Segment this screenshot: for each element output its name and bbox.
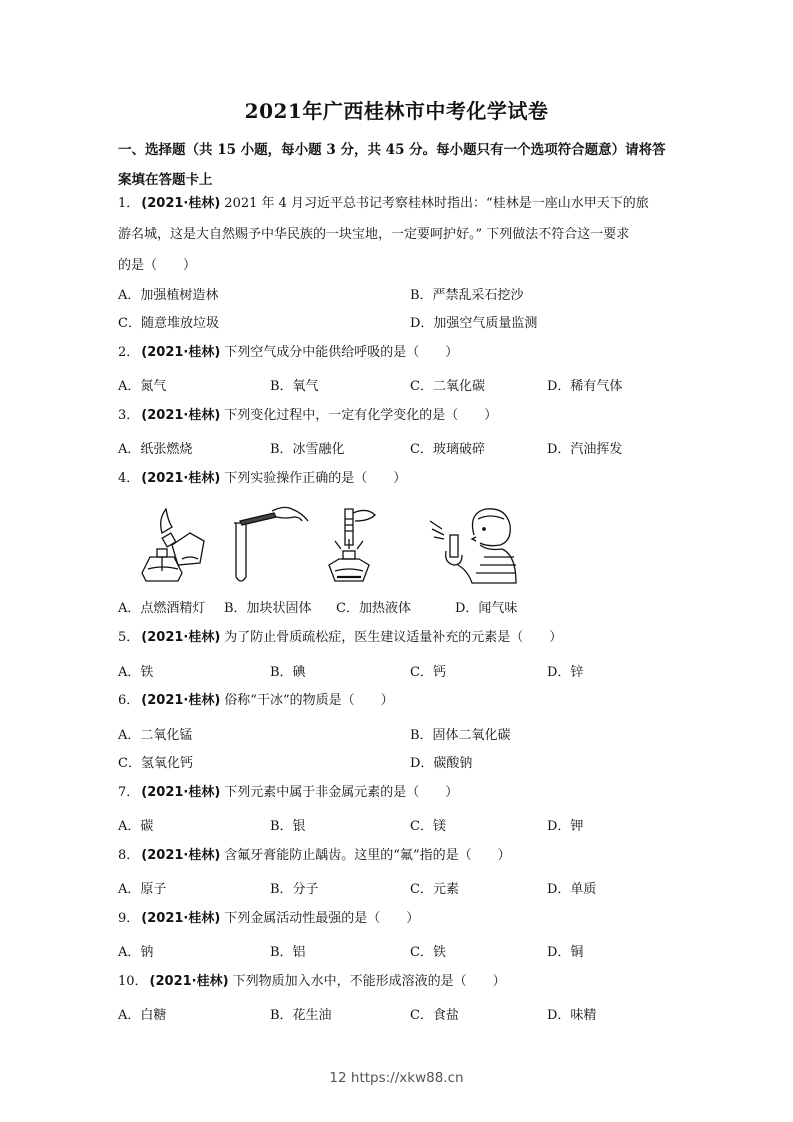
option-d: D．加强空气质量监测 — [410, 316, 538, 331]
option-c: C．铁 — [410, 945, 446, 960]
option-c: C．食盐 — [410, 1008, 459, 1023]
option-b: B．分子 — [270, 882, 319, 897]
question-text: 含氟牙膏能防止龋齿。这里的“氟”指的是（ ） — [224, 848, 511, 863]
question-5 — [118, 622, 688, 653]
question-4-figures — [118, 505, 558, 590]
question-text-line-3: 的是（ ） — [118, 258, 197, 273]
page-footer: 12 https://xkw88.cn — [329, 1070, 464, 1086]
option-d: D．单质 — [547, 882, 597, 897]
option-b: B．碘 — [270, 665, 306, 680]
option-d: D．味精 — [547, 1008, 597, 1023]
option-a: A．纸张燃烧 — [118, 442, 193, 457]
option-a: A．原子 — [118, 882, 167, 897]
question-number: 8． — [118, 848, 140, 863]
option-b: B．冰雪融化 — [270, 442, 345, 457]
option-c: C．氢氧化钙 — [118, 756, 193, 771]
question-source: (2021·桂林) — [141, 785, 221, 800]
page-title: 2021年广西桂林市中考化学试卷 — [244, 99, 549, 123]
question-9 — [118, 903, 688, 934]
question-3-options — [118, 438, 688, 462]
option-a: A．氮气 — [118, 379, 167, 394]
question-text: 下列元素中属于非金属元素的是（ ） — [224, 785, 459, 800]
question-text: 俗称“干冰”的物质是（ ） — [224, 693, 394, 708]
option-b: B．严禁乱采石挖沙 — [410, 288, 524, 303]
option-c: C．加热液体 — [336, 601, 411, 616]
question-6-options-row-1 — [118, 724, 688, 748]
option-d: D．闻气味 — [455, 601, 518, 616]
option-a: A．铁 — [118, 665, 154, 680]
question-source: (2021·桂林) — [141, 196, 221, 211]
option-a: A．点燃酒精灯 — [118, 601, 206, 616]
option-b: B．花生油 — [270, 1008, 332, 1023]
question-4 — [118, 463, 688, 494]
option-c: C．元素 — [410, 882, 459, 897]
question-source: (2021·桂林) — [141, 630, 221, 645]
option-d: D．汽油挥发 — [547, 442, 623, 457]
option-c: C．随意堆放垃圾 — [118, 316, 219, 331]
section-heading-line-2: 案填在答题卡上 — [118, 172, 213, 188]
option-d: D．碳酸钠 — [410, 756, 473, 771]
question-text-line-2: 游名城，这是大自然赐予中华民族的一块宝地，一定要呵护好。” 下列做法不符合这一要求 — [118, 227, 630, 242]
question-source: (2021·桂林) — [149, 974, 229, 989]
question-6-options-row-2 — [118, 752, 688, 776]
question-text: 下列物质加入水中，不能形成溶液的是（ ） — [232, 974, 506, 989]
question-source: (2021·桂林) — [141, 471, 221, 486]
question-number: 10． — [118, 974, 148, 989]
question-number: 3． — [118, 408, 140, 423]
option-b: B．银 — [270, 819, 306, 834]
question-8-options — [118, 878, 688, 902]
option-b: B．加块状固体 — [224, 601, 312, 616]
option-c: C．二氧化碳 — [410, 379, 485, 394]
question-number: 5． — [118, 630, 140, 645]
option-c: C．钙 — [410, 665, 446, 680]
option-a: A．白糖 — [118, 1008, 167, 1023]
question-source: (2021·桂林) — [141, 408, 221, 423]
section-heading-line-1: 一、选择题（共 15 小题，每小题 3 分，共 45 分。每小题只有一个选项符合题意）请将答 — [118, 142, 666, 158]
heating-liquid-icon — [323, 505, 398, 585]
option-c: C．玻璃破碎 — [410, 442, 485, 457]
question-source: (2021·桂林) — [141, 848, 221, 863]
question-number: 7． — [118, 785, 140, 800]
section-heading — [118, 135, 688, 195]
option-d: D．钾 — [547, 819, 584, 834]
question-4-options — [118, 597, 688, 621]
test-tube-solid-icon — [230, 505, 310, 585]
option-d: D．稀有气体 — [547, 379, 623, 394]
question-1-options-row-1 — [118, 284, 688, 308]
question-number: 1． — [118, 196, 140, 211]
option-a: A．加强植树造林 — [118, 288, 219, 303]
option-b: B．氧气 — [270, 379, 319, 394]
option-a: A．二氧化锰 — [118, 728, 193, 743]
option-a: A．钠 — [118, 945, 154, 960]
question-source: (2021·桂林) — [141, 911, 221, 926]
smelling-gas-icon — [428, 505, 523, 585]
question-number: 6． — [118, 693, 140, 708]
question-text: 下列空气成分中能供给呼吸的是（ ） — [224, 345, 459, 360]
option-b: B．铝 — [270, 945, 306, 960]
question-text: 为了防止骨质疏松症，医生建议适量补充的元素是（ ） — [224, 630, 563, 645]
question-1-options-row-2 — [118, 312, 688, 336]
question-1 — [118, 188, 688, 281]
option-a: A．碳 — [118, 819, 154, 834]
option-c: C．镁 — [410, 819, 446, 834]
option-b: B．固体二氧化碳 — [410, 728, 511, 743]
question-3 — [118, 400, 688, 431]
question-text: 下列金属活动性最强的是（ ） — [224, 911, 420, 926]
question-10-options — [118, 1004, 688, 1028]
question-10 — [118, 966, 688, 997]
question-text-line-1: 2021 年 4 月习近平总书记考察桂林时指出：“桂林是一座山水甲天下的旅 — [224, 196, 649, 211]
question-5-options — [118, 661, 688, 685]
question-7-options — [118, 815, 688, 839]
question-7 — [118, 777, 688, 808]
option-d: D．锌 — [547, 665, 584, 680]
question-6 — [118, 685, 688, 716]
question-number: 9． — [118, 911, 140, 926]
option-d: D．铜 — [547, 945, 584, 960]
question-source: (2021·桂林) — [141, 345, 221, 360]
question-number: 2． — [118, 345, 140, 360]
question-text: 下列实验操作正确的是（ ） — [224, 471, 407, 486]
question-2 — [118, 337, 688, 368]
question-2-options — [118, 375, 688, 399]
alcohol-lamp-lighting-icon — [138, 505, 213, 585]
question-9-options — [118, 941, 688, 965]
question-source: (2021·桂林) — [141, 693, 221, 708]
question-text: 下列变化过程中，一定有化学变化的是（ ） — [224, 408, 498, 423]
question-number: 4． — [118, 471, 140, 486]
question-8 — [118, 840, 688, 871]
